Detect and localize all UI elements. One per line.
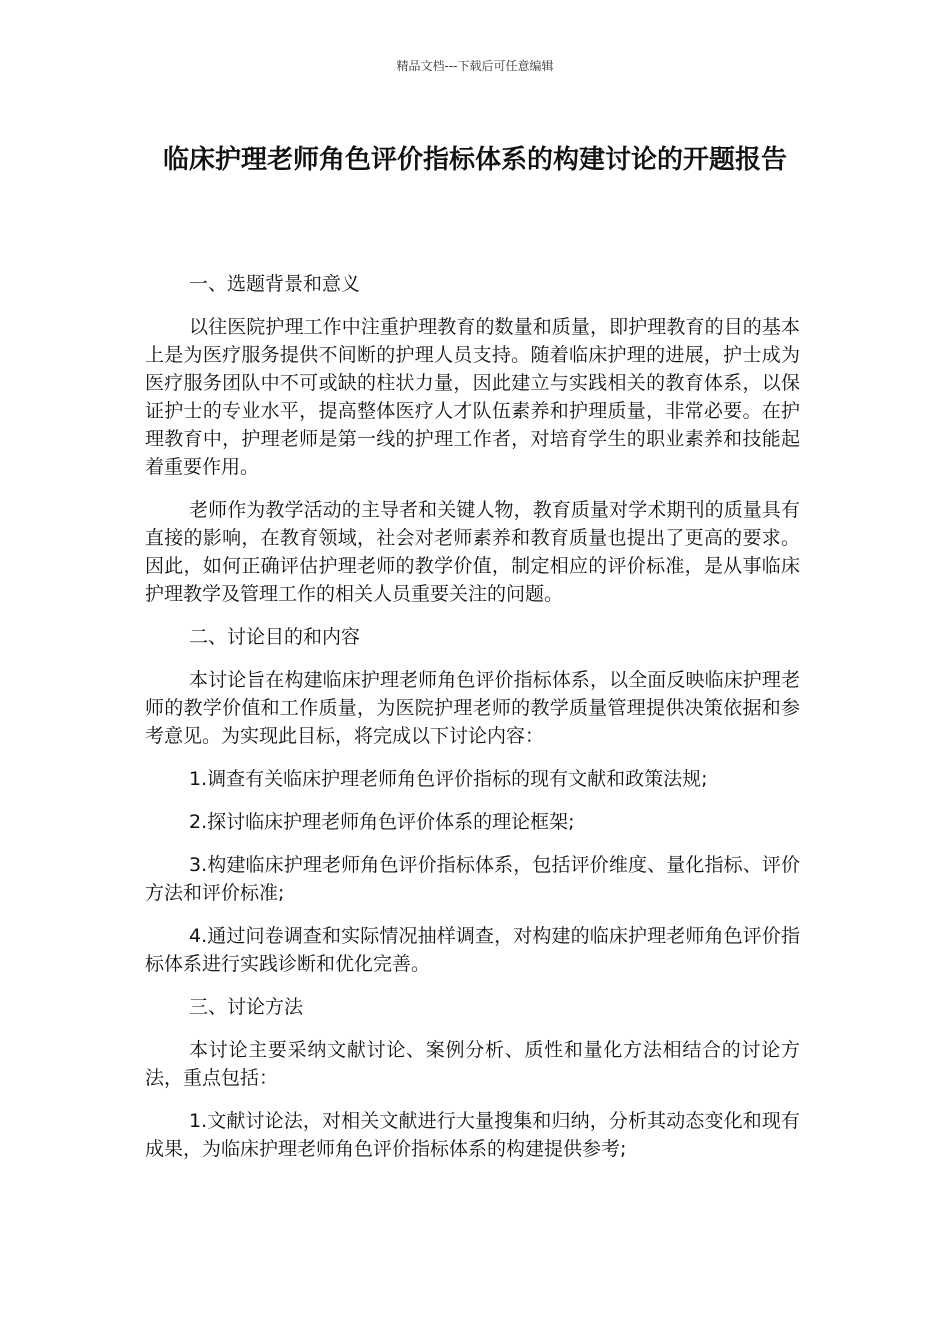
body-paragraph: 本讨论旨在构建临床护理老师角色评价指标体系，以全面反映临床护理老师的教学价值和工作质量，为医院护理老师的教学质量管理提供决策依据和参考意见。为实现此目标，将完成以下讨论内容： (145, 669, 800, 747)
body-paragraph: 本讨论主要采纳文献讨论、案例分析、质性和量化方法相结合的讨论方法，重点包括： (145, 1039, 800, 1089)
list-item: 2.探讨临床护理老师角色评价体系的理论框架; (189, 811, 575, 833)
section-heading: 二、讨论目的和内容 (189, 626, 361, 648)
section-heading: 一、选题背景和意义 (189, 273, 361, 295)
list-item: 3.构建临床护理老师角色评价指标体系，包括评价维度、量化指标、评价方法和评价标准; (145, 854, 800, 904)
section-heading: 三、讨论方法 (189, 996, 304, 1018)
document-body (145, 270, 800, 1178)
body-paragraph: 老师作为教学活动的主导者和关键人物，教育质量对学术期刊的质量具有直接的影响，在教育领域，社会对老师素养和教育质量也提出了更高的要求。因此，如何正确评估护理老师的教学价值，制定相应的评价标准，是从事临床护理教学及管理工作的相关人员重要关注的问题。 (145, 499, 800, 605)
header-note: 精品文档---下载后可任意编辑 (396, 59, 554, 73)
list-item: 1.文献讨论法，对相关文献进行大量搜集和归纳，分析其动态变化和现有成果，为临床护理老师角色评价指标体系的构建提供参考; (145, 1110, 800, 1160)
body-paragraph: 以往医院护理工作中注重护理教育的数量和质量，即护理教育的目的基本上是为医疗服务提供不间断的护理人员支持。随着临床护理的进展，护士成为医疗服务团队中不可或缺的柱状力量，因此建立与实践相关的教育体系，以保证护士的专业水平，提高整体医疗人才队伍素养和护理质量，非常必要。在护理教育中，护理老师是第一线的护理工作者，对培育学生的职业素养和技能起着重要作用。 (145, 316, 800, 478)
list-item: 1.调查有关临床护理老师角色评价指标的现有文献和政策法规; (189, 768, 708, 790)
document-title: 临床护理老师角色评价指标体系的构建讨论的开题报告 (162, 145, 787, 175)
list-item: 4.通过问卷调查和实际情况抽样调查，对构建的临床护理老师角色评价指标体系进行实践诊断和优化完善。 (145, 925, 800, 975)
